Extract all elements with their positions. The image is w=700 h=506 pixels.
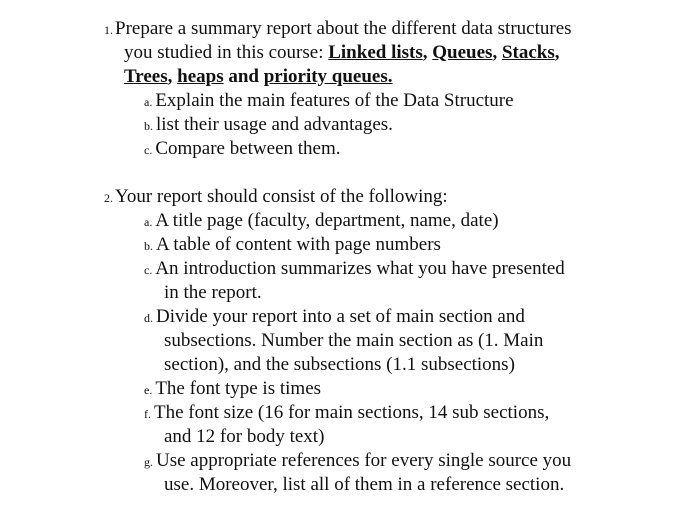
item-2-sub-c-line-2 <box>164 281 262 305</box>
item-2-sub-g <box>144 449 571 473</box>
item-2-sub-f <box>144 401 549 425</box>
sub-marker: a. <box>144 95 153 109</box>
sub-text: A title page (faculty, department, name, date) <box>155 210 499 231</box>
sub-marker: b. <box>144 239 153 253</box>
sub-text-continued: in the report. <box>164 282 262 303</box>
sub-text: An introduction summarizes what you have presented <box>155 258 565 279</box>
sub-text-continued: subsections. Number the main section as (1. Main <box>164 330 544 351</box>
item-1-line-1 <box>104 17 572 41</box>
and-word: and <box>228 66 259 87</box>
item-2-sub-c <box>144 257 565 281</box>
sub-text-continued: section), and the subsections (1.1 subsections) <box>164 354 515 375</box>
sub-marker: d. <box>144 311 153 325</box>
sub-text: The font type is times <box>155 378 322 399</box>
item-2-sub-b <box>144 233 441 257</box>
sub-marker: f. <box>144 407 151 421</box>
item-1-sub-a <box>144 89 514 113</box>
item-2-sub-e <box>144 377 321 401</box>
sub-marker: c. <box>144 143 153 157</box>
item-2-sub-g-line-2 <box>164 473 564 497</box>
sub-marker: b. <box>144 119 153 133</box>
sub-marker: c. <box>144 263 153 277</box>
item-1-line-3: Trees, heaps and priority queues. <box>124 66 393 87</box>
sub-marker: a. <box>144 215 153 229</box>
structure-trees: Trees <box>124 66 168 87</box>
sub-text: Compare between them. <box>155 138 341 159</box>
item-2-sub-f-line-2 <box>164 425 324 449</box>
structure-stacks: Stacks <box>501 42 555 63</box>
structure-heaps: heaps <box>177 66 224 87</box>
sub-marker: g. <box>144 455 153 469</box>
item-1-line-2: you studied in this course: Linked lists, Queues, Stacks, <box>124 42 560 63</box>
sub-marker: e. <box>144 383 153 397</box>
sub-text-continued: use. Moreover, list all of them in a reference section. <box>164 474 565 495</box>
sub-text: A table of content with page numbers <box>156 234 441 255</box>
item-2-sub-d-line-2 <box>164 329 543 353</box>
item-text-continued: you studied in this course: <box>124 42 329 63</box>
item-number: 2. <box>104 191 113 205</box>
item-text: Your report should consist of the following: <box>115 186 448 207</box>
item-1-sub-b <box>144 113 393 137</box>
item-2-sub-a <box>144 209 499 233</box>
sub-text: Use appropriate references for every single source you <box>156 450 572 471</box>
structure-priority-queues: priority queues. <box>263 66 393 87</box>
item-number: 1. <box>104 23 113 37</box>
item-1-sub-c <box>144 137 341 161</box>
sub-text: The font size (16 for main sections, 14 sub sections, <box>154 402 550 423</box>
item-text: Prepare a summary report about the different data structures <box>115 18 572 39</box>
sub-text: list their usage and advantages. <box>156 114 393 135</box>
sub-text: Explain the main features of the Data Structure <box>155 90 514 111</box>
structure-linked-lists: Linked lists <box>328 42 423 63</box>
sub-text: Divide your report into a set of main section and <box>156 306 525 327</box>
item-2-line-1 <box>104 185 448 209</box>
item-2-sub-d <box>144 305 525 329</box>
structure-queues: Queues <box>432 42 493 63</box>
sub-text-continued: and 12 for body text) <box>164 426 325 447</box>
item-2-sub-d-line-3 <box>164 353 515 377</box>
